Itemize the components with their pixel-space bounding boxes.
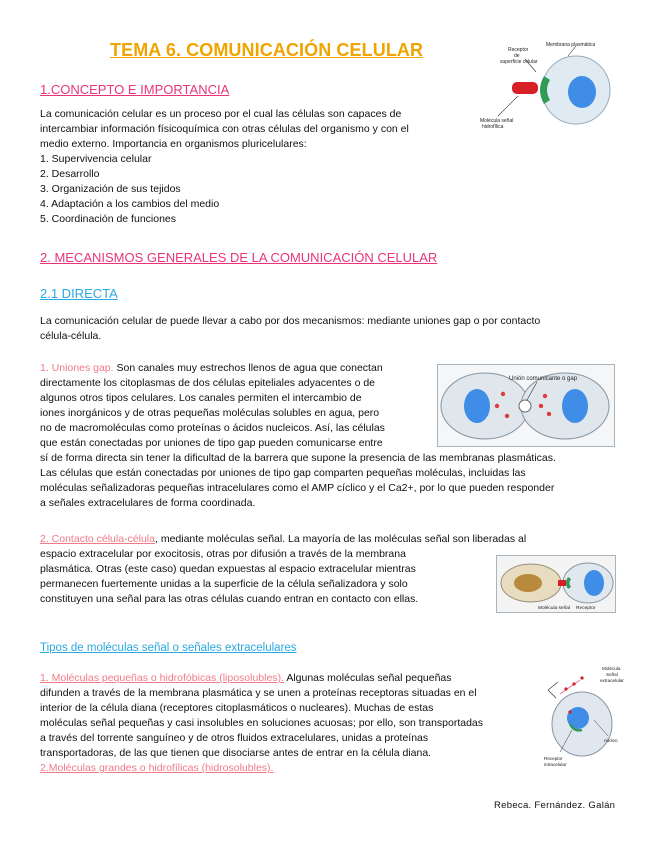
paragraph-line: espacio extracelular por exocitosis, otras por difusión a través de la membrana: [40, 548, 406, 560]
paragraph-line: permanecen fuertemente unidas a la superficie de la célula señalizadora y solo: [40, 578, 408, 590]
contact-figure: [496, 555, 616, 613]
paragraph-line: constituyen una señal para las otras células cuando entran en contacto con ellas.: [40, 593, 419, 605]
intro-line: intercambiar información físicoquímica con otras células del organismo y con el: [40, 123, 409, 135]
paragraph-line: iones inorgánicos y de otras pequeñas moléculas solubles en agua, pero: [40, 407, 380, 419]
page-title: TEMA 6. COMUNICACIÓN CELULAR: [110, 40, 424, 60]
fig4-label-molecula-c: extracelular: [600, 678, 624, 683]
gap-first-line: Son canales muy estrechos llenos de agua que conectan: [113, 362, 383, 374]
fig1-label-receptor-a: Receptor: [508, 47, 529, 53]
paragraph-line: moléculas señal pequeñas y casi insolubles en soluciones acuosas; por ello, son transportadas: [40, 717, 484, 729]
signaling-nucleus: [514, 574, 542, 592]
paragraph-line: Las células que están conectadas por uniones de tipo gap comparten pequeñas moléculas, incluidas las: [40, 467, 526, 479]
list-item: 4. Adaptación a los cambios del medio: [40, 198, 220, 210]
signal-molecule: [558, 580, 566, 586]
fig1-label-membrana: Membrana plasmática: [546, 42, 596, 48]
contacto-label: 2. Contacto célula-célula: [40, 533, 155, 545]
fig1-label-molecula-b: hidrofílica: [482, 124, 504, 130]
paragraph-line: directamente los citoplasmas de dos células epiteliales adyacentes o de: [40, 377, 376, 389]
paragraph-line: algunos otros tipos celulares. Los canales permiten el intercambio de: [40, 392, 362, 404]
section1-intro: [40, 107, 409, 227]
list-item: 2. Desarrollo: [40, 168, 100, 180]
list-item: 1. Supervivencia celular: [40, 153, 152, 165]
fig2-label-union: Unión comunicante o gap: [509, 376, 578, 382]
grandes-label: 2.Moléculas grandes o hidrofílicas (hidrosolubles).: [40, 762, 274, 774]
paragraph-line: a través del torrente sanguíneo y de otros fluidos extracelulares, unidas a proteínas: [40, 732, 429, 744]
pequenas-first-line: Algunas moléculas señal pequeñas: [283, 672, 452, 684]
pequenas-paragraph: [40, 671, 483, 776]
section1-heading: 1.CONCEPTO E IMPORTANCIA: [40, 82, 230, 97]
paragraph-line: sí de forma directa sin tener la dificultad de la barrera que supone la presencia de las membranas plasmáticas.: [40, 452, 556, 464]
surface-receptor-figure: [478, 38, 628, 138]
left-nucleus: [464, 389, 490, 423]
contacto-paragraph: [40, 532, 526, 607]
fig3-label-molecula: Molécula señal: [538, 606, 570, 611]
gap-channel: [519, 400, 531, 412]
section2-heading: 2. MECANISMOS GENERALES DE LA COMUNICACIÓN CELULAR: [40, 250, 438, 265]
paragraph-line: moléculas señalizadoras pequeñas intracelulares como el AMP cíclico y el Ca2+, por lo que pueden responder: [40, 482, 555, 494]
receiving-nucleus: [584, 570, 604, 596]
paragraph-line: transportadoras, de las que tienen que disociarse antes de entrar en la célula diana.: [40, 747, 432, 759]
fig1-label-receptor-b: de: [514, 53, 520, 59]
pequenas-label: 1. Moléculas pequeñas o hidrofóbicas (liposolubles).: [40, 672, 284, 684]
fig4-label-molecula-a: Molécula: [602, 666, 621, 671]
intro-line: medio externo. Importancia en organismos pluricelulares:: [40, 138, 307, 150]
paragraph-line: que están conectadas por uniones de tipo gap pueden comunicarse entre: [40, 437, 383, 449]
contacto-first-line: , mediante moléculas señal. La mayoría de las moléculas señal son liberadas al: [154, 533, 527, 545]
paragraph-line: plasmática. Otras (este caso) quedan expuestas al espacio extracelular mientras: [40, 563, 416, 575]
intro-line: célula-célula.: [40, 330, 102, 342]
list-item: 3. Organización de sus tejidos: [40, 183, 181, 195]
intracellular-receptor-figure: [540, 660, 630, 772]
signal-molecule: [512, 82, 538, 94]
fig4-label-receptor-a: Receptor: [544, 756, 563, 761]
paragraph-line: no de macromoléculas como proteínas o ácidos nucleicos. Así, las células: [40, 422, 385, 434]
subsection-directa-heading: 2.1 DIRECTA: [40, 286, 118, 301]
intro-line: La comunicación celular es un proceso por el cual las células son capaces de: [40, 108, 402, 120]
directa-intro: [40, 314, 540, 344]
fig1-label-receptor-c: superficie celular: [500, 59, 538, 65]
list-item: 5. Coordinación de funciones: [40, 213, 177, 225]
gap-junction-figure: [437, 364, 615, 447]
fig1-label-molecula-a: Molécula señal: [480, 118, 514, 124]
paragraph-line: difunden a través de la membrana plasmática y se unen a proteínas receptoras situadas en el: [40, 687, 477, 699]
intro-line: La comunicación celular de puede llevar a cabo por dos mecanismos: mediante uniones gap o por contacto: [40, 315, 541, 327]
cell-nucleus: [568, 76, 596, 108]
author: Rebeca. Fernández. Galán: [494, 800, 616, 811]
fig4-label-nucleo: núcleo: [604, 738, 618, 743]
fig4-label-molecula-b: Señal: [606, 672, 618, 677]
fig4-label-receptor-b: intracelular: [544, 762, 567, 767]
tipos-heading: Tipos de moléculas señal o señales extracelulares: [40, 642, 297, 654]
fig3-label-receptor: Receptor: [576, 606, 596, 611]
gap-label: 1. Uniones gap.: [40, 362, 114, 374]
paragraph-line: a señales extracelulares de forma coordinada.: [40, 497, 256, 509]
paragraph-line: interior de la célula diana (receptores citoplasmáticos o nucleares). Muchas de estas: [40, 702, 434, 714]
right-nucleus: [562, 389, 588, 423]
